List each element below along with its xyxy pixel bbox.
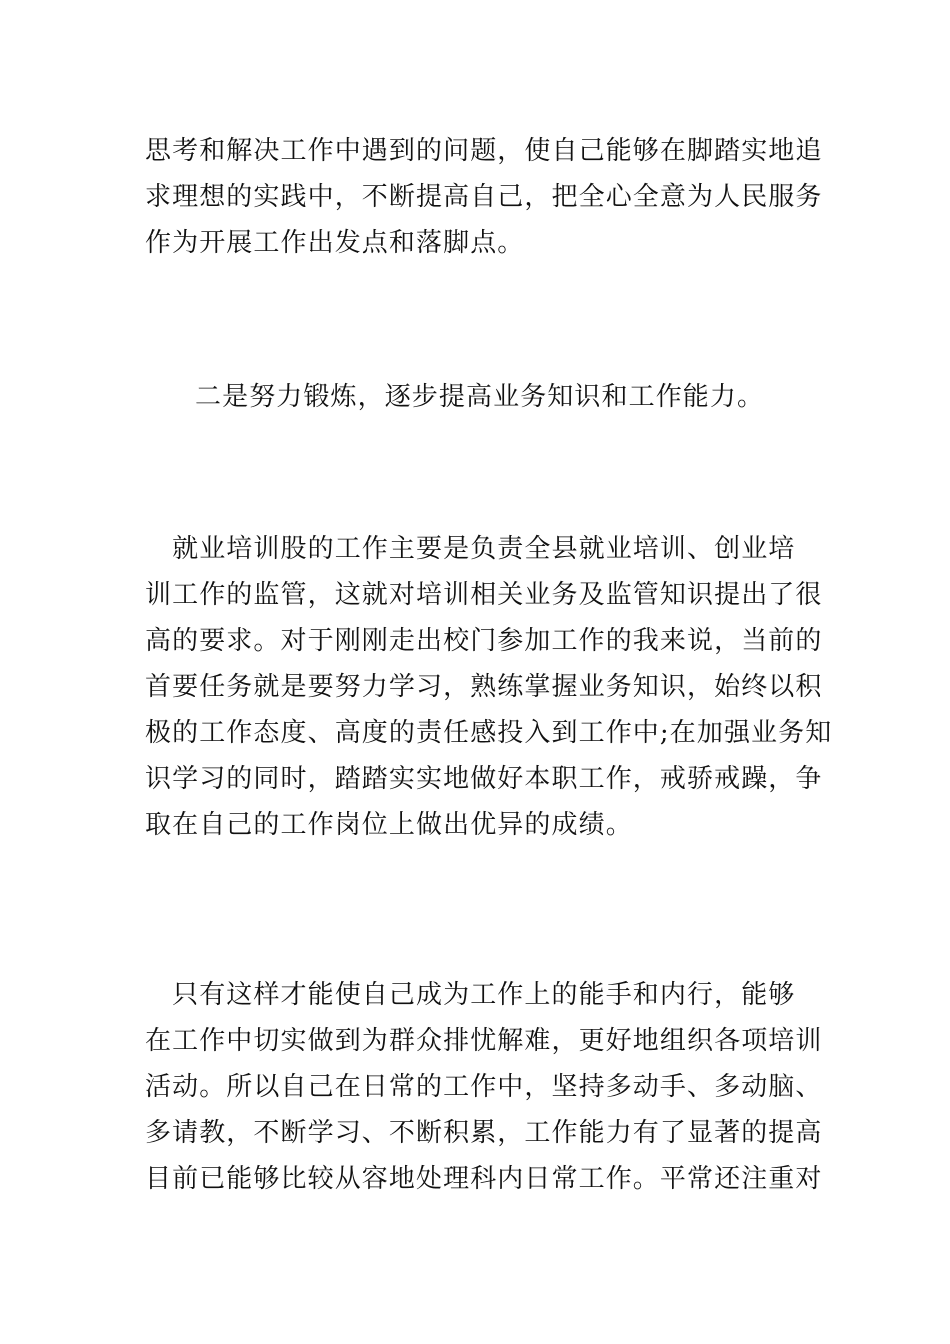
text-line: 在工作中切实做到为群众排忧解难，更好地组织各项培训	[145, 1026, 823, 1056]
text-line: 高的要求。对于刚刚走出校门参加工作的我来说，当前的	[145, 626, 823, 656]
paragraph-training-duties	[145, 526, 833, 848]
text-line: 首要任务就是要努力学习，熟练掌握业务知识，始终以积	[145, 672, 823, 702]
paragraph-work-ability	[145, 972, 823, 1202]
text-line: 只有这样才能使自己成为工作上的能手和内行，能够	[145, 980, 796, 1010]
text-line: 多请教，不断学习、不断积累，工作能力有了显著的提高	[145, 1118, 823, 1148]
text-line: 取在自己的工作岗位上做出优异的成绩。	[145, 810, 633, 840]
text-line: 训工作的监管，这就对培训相关业务及监管知识提出了很	[145, 580, 823, 610]
text-line: 活动。所以自己在日常的工作中，坚持多动手、多动脑、	[145, 1072, 823, 1102]
paragraph-continuation	[145, 128, 823, 266]
text-line: 二是努力锻炼，逐步提高业务知识和工作能力。	[195, 382, 765, 412]
text-line: 作为开展工作出发点和落脚点。	[145, 228, 525, 258]
text-line: 目前已能够比较从容地处理科内日常工作。平常还注重对	[145, 1164, 823, 1194]
paragraph-heading-point-two	[195, 374, 810, 420]
text-line: 识学习的同时，踏踏实实地做好本职工作，戒骄戒躁，争	[145, 764, 823, 794]
text-line: 思考和解决工作中遇到的问题，使自己能够在脚踏实地追	[145, 136, 823, 166]
text-line: 极的工作态度、高度的责任感投入到工作中;在加强业务知	[145, 718, 833, 748]
text-line: 就业培训股的工作主要是负责全县就业培训、创业培	[145, 534, 796, 564]
text-line: 求理想的实践中，不断提高自己，把全心全意为人民服务	[145, 182, 823, 212]
